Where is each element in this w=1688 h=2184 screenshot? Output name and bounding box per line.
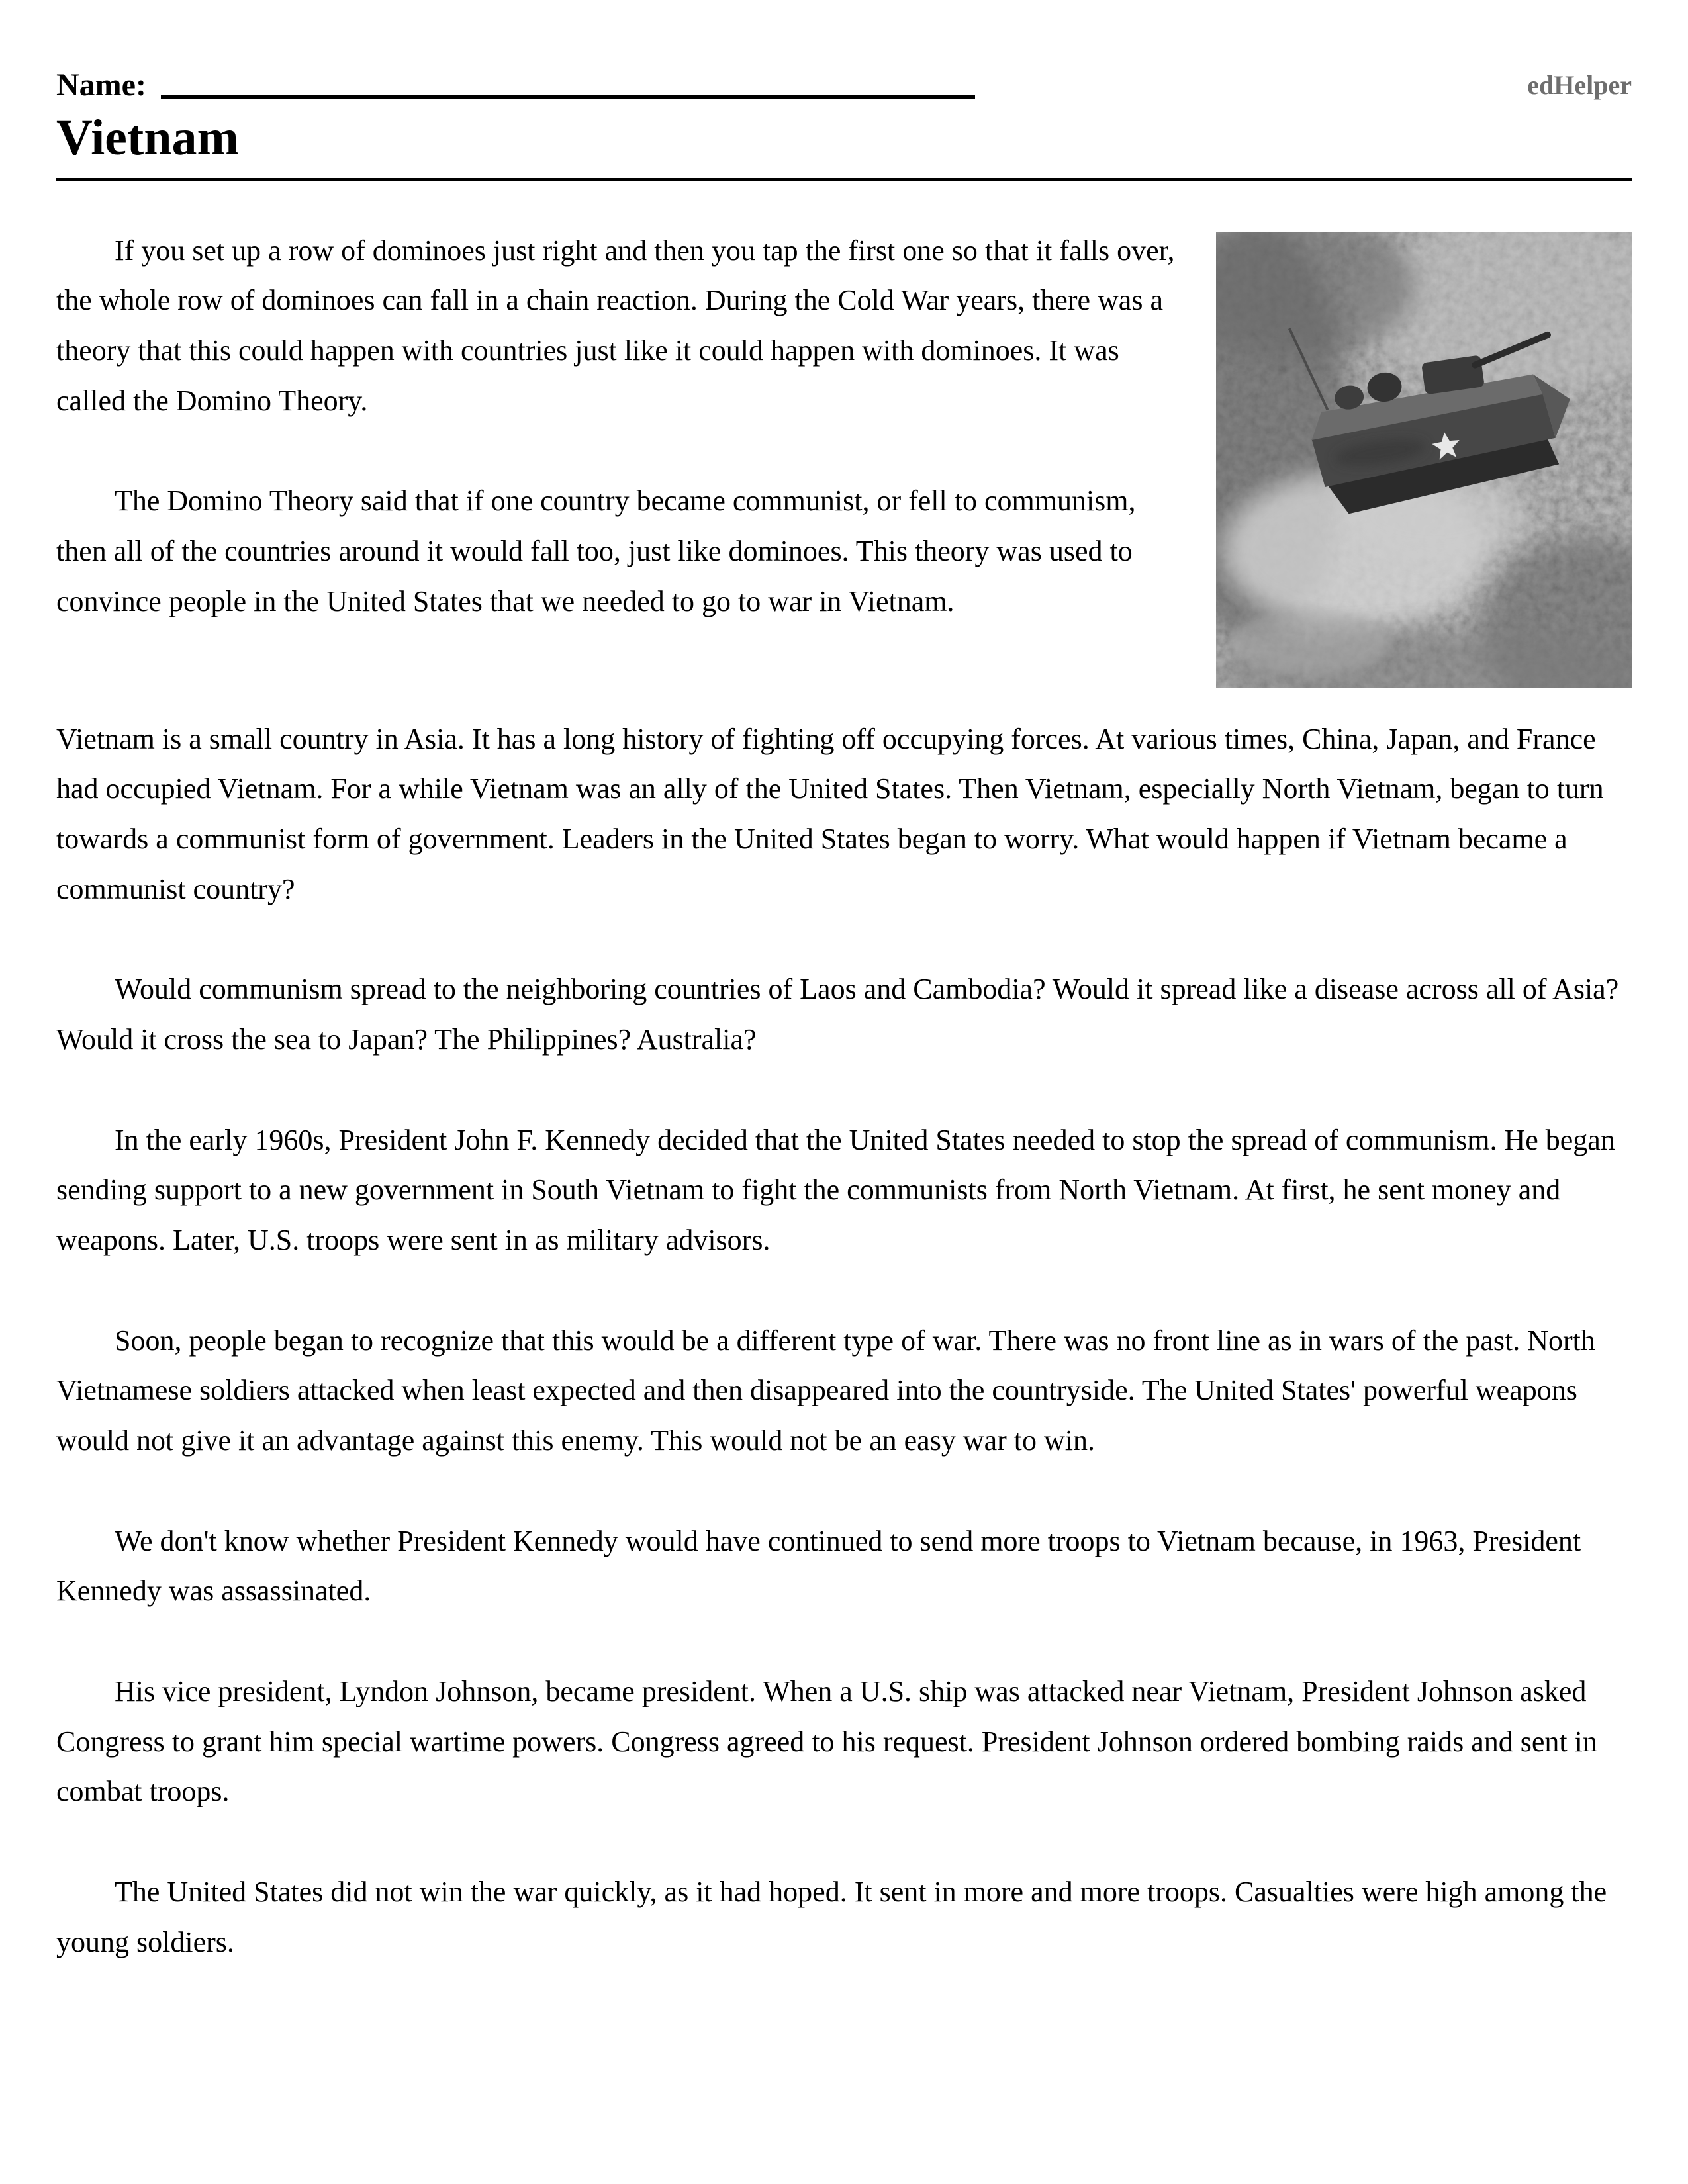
article-body (0, 181, 1688, 1968)
article-paragraph-8: His vice president, Lyndon Johnson, became president. When a U.S. ship was attacked near Vietnam, President Johnson asked Congress to grant him special wartime powers. Congress agreed to his request. President Johnson ordered bombing raids and sent in combat troops. (56, 1675, 1597, 1808)
article-paragraph-2: The Domino Theory said that if one country became communist, or fell to communism, then all of the countries around it would fall too, just like dominoes. This theory was used to convince people in the United States that we needed to go to war in Vietnam. (56, 484, 1136, 617)
article-paragraph-1: If you set up a row of dominoes just right and then you tap the first one so that it falls over, the whole row of dominoes can fall in a chain reaction. During the Cold War years, there was a theory that this could happen with countries just like it could happen with dominoes. It was called the Domino Theory. (56, 234, 1175, 417)
page-header (0, 0, 1688, 181)
article-paragraph-3: Vietnam is a small country in Asia. It has a long history of fighting off occupying forces. At various times, China, Japan, and France had occupied Vietnam. For a while Vietnam was an ally of the United States. Then Vietnam, especially North Vietnam, began to turn towards a communist form of government. Leaders in the United States began to worry. What would happen if Vietnam became a communist country? (56, 722, 1604, 905)
name-field-group (56, 69, 975, 101)
page-title: Vietnam (56, 110, 239, 165)
armored-vehicle-image (1216, 232, 1632, 688)
name-label: Name: (56, 68, 146, 103)
vietnam-war-photo (1216, 232, 1632, 688)
article-paragraph-6: Soon, people began to recognize that this would be a different type of war. There was no front line as in wars of the past. North Vietnamese soldiers attacked when least expected and then disappeared into the countryside. The United States' powerful weapons would not give it an advantage against this enemy. This would not be an easy war to win. (56, 1324, 1595, 1457)
article-paragraph-9: The United States did not win the war quickly, as it had hoped. It sent in more and more troops. Casualties were high among the young soldiers. (56, 1876, 1607, 1958)
brand-logo-text: edHelper (1527, 70, 1632, 100)
article-paragraph-7: We don't know whether President Kennedy would have continued to send more troops to Vietnam because, in 1963, President Kennedy was assassinated. (56, 1524, 1581, 1608)
article-paragraph-4: Would communism spread to the neighboring countries of Laos and Cambodia? Would it spread like a disease across all of Asia? Would it cross the sea to Japan? The Philippines? Australia? (56, 973, 1619, 1056)
article-paragraph-5: In the early 1960s, President John F. Kennedy decided that the United States needed to stop the spread of communism. He began sending support to a new government in South Vietnam to fight the communists from North Vietnam. At first, he sent money and weapons. Later, U.S. troops were sent in as military advisors. (56, 1123, 1615, 1256)
name-blank-line (161, 90, 975, 99)
